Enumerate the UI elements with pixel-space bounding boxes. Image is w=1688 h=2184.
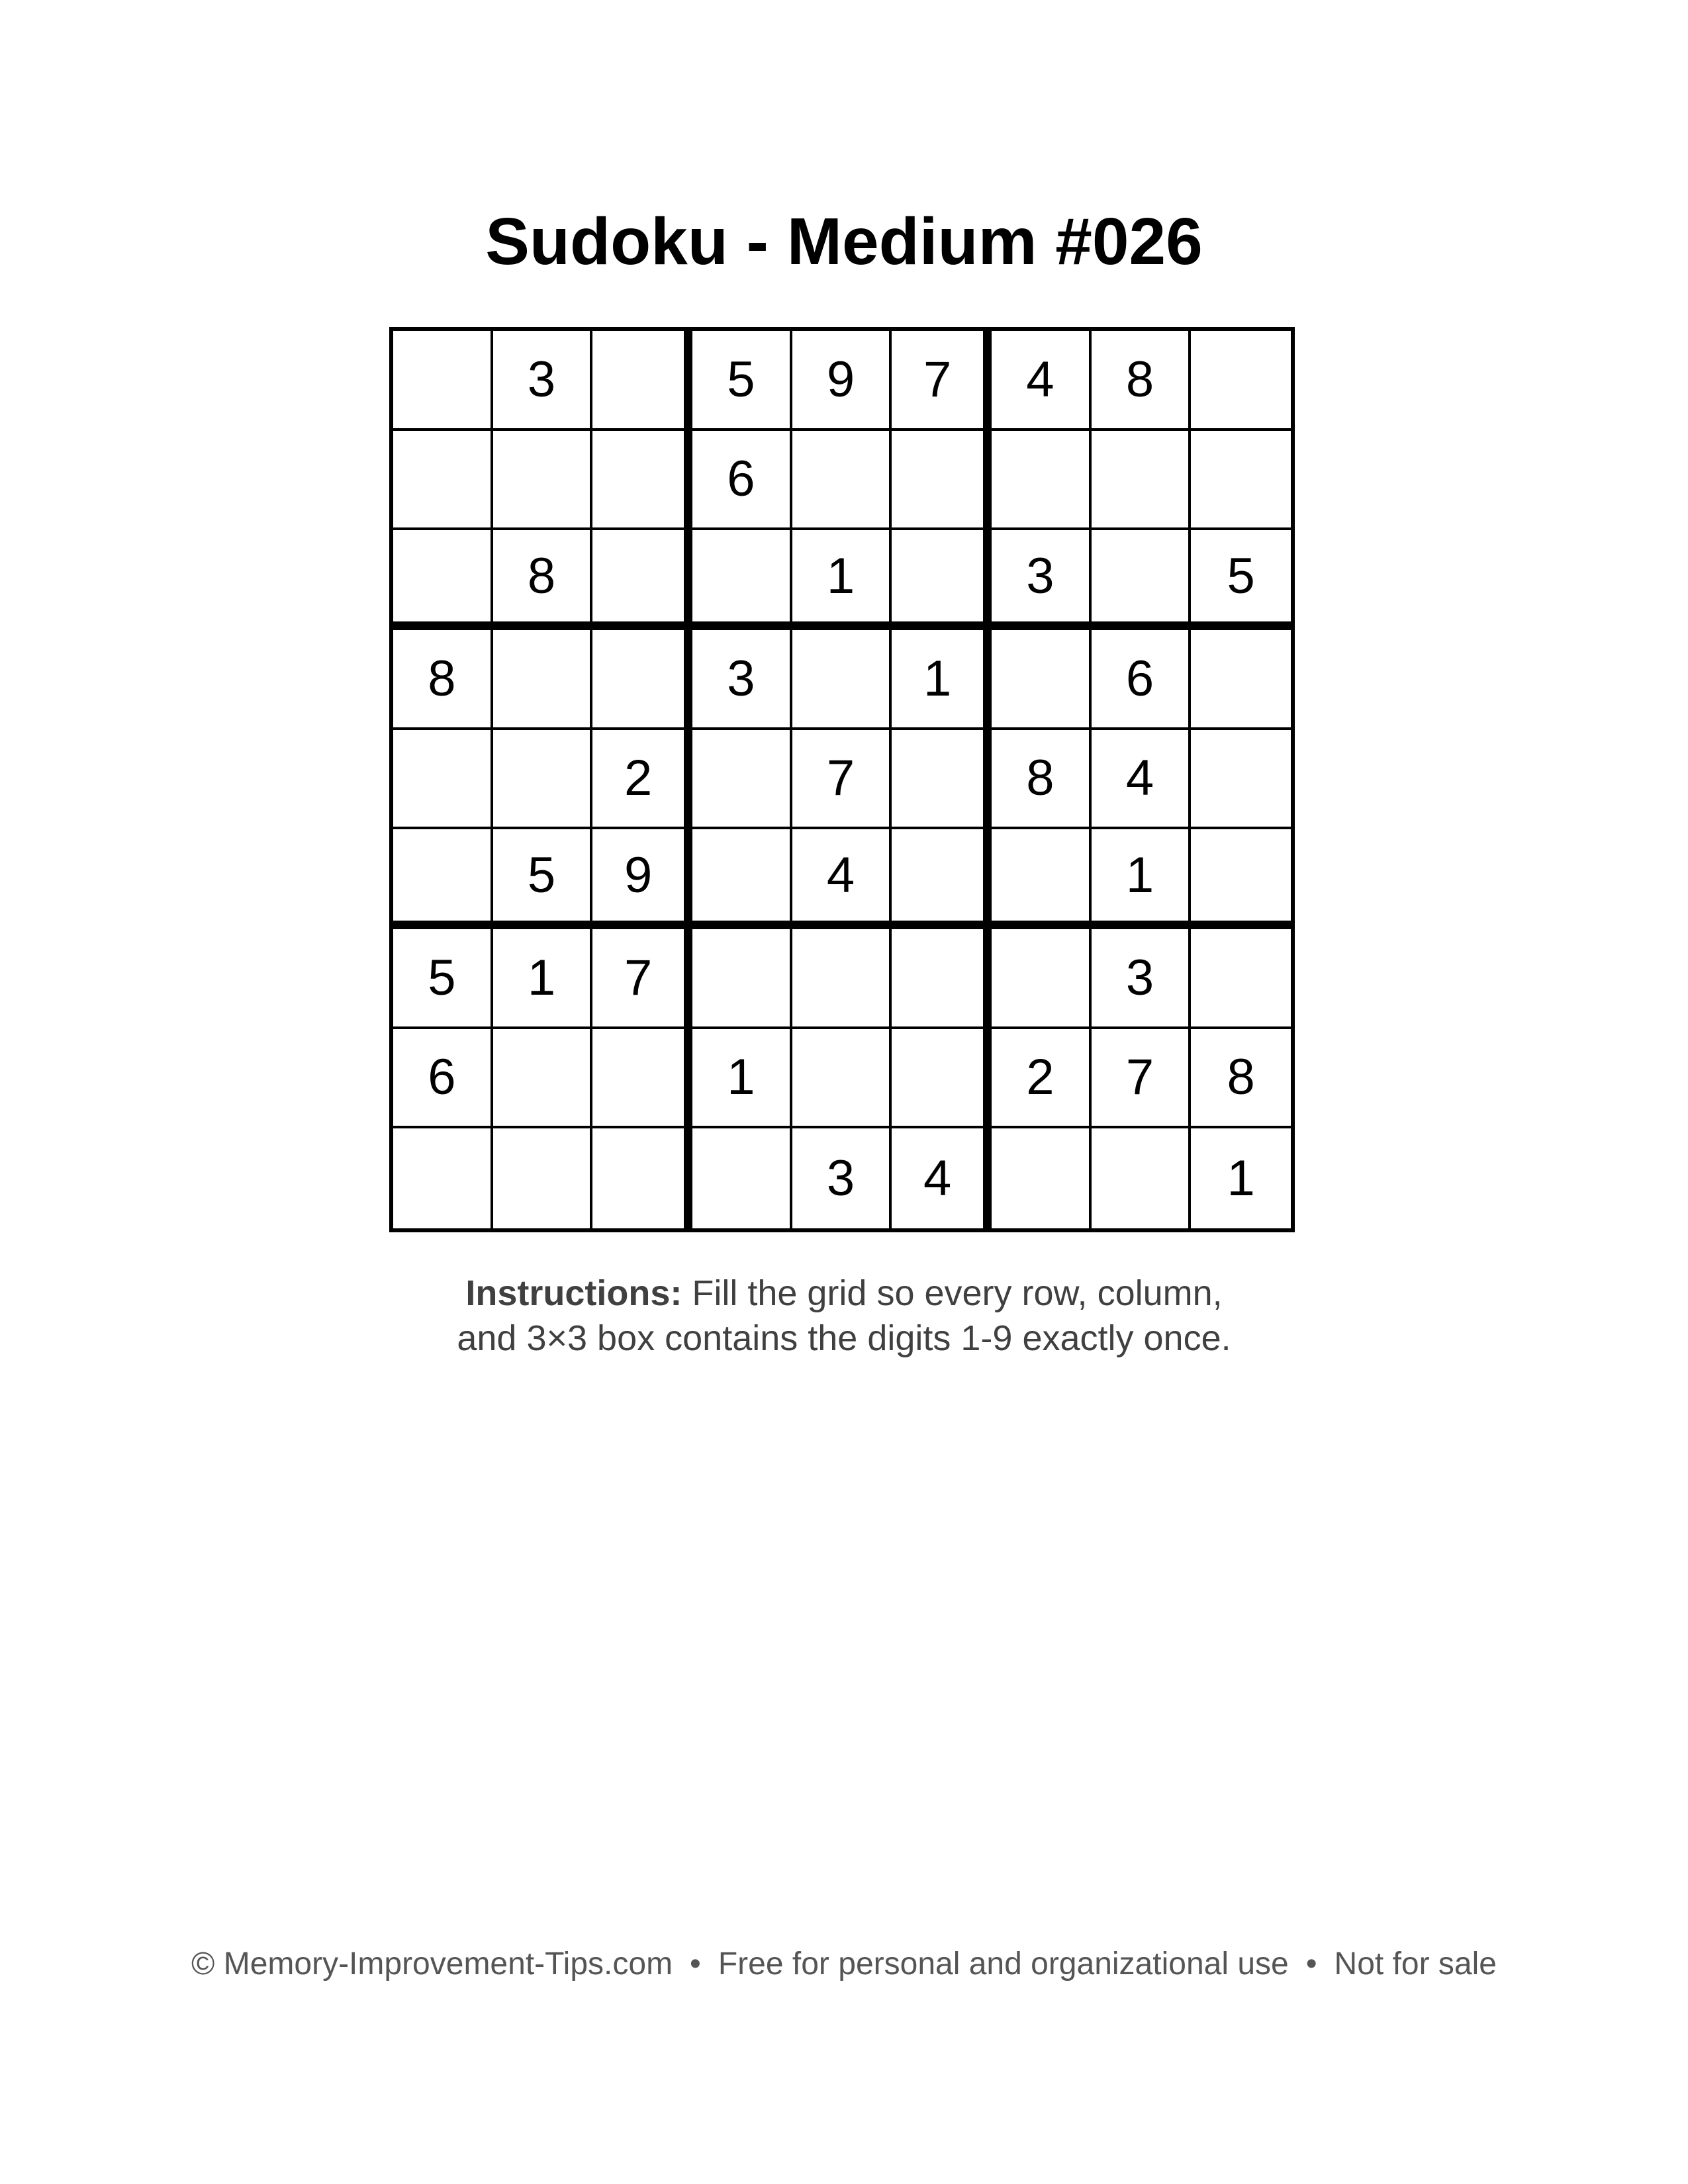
given-cell: 8: [1191, 1029, 1291, 1129]
given-cell: 3: [1092, 929, 1192, 1029]
empty-cell[interactable]: [592, 1029, 692, 1129]
sudoku-grid: [389, 327, 1295, 1232]
empty-cell[interactable]: [892, 829, 992, 929]
empty-cell[interactable]: [692, 730, 792, 830]
given-cell: 3: [792, 1128, 892, 1228]
empty-cell[interactable]: [792, 1029, 892, 1129]
given-cell: 1: [1092, 829, 1192, 929]
footer-sale: Not for sale: [1334, 1946, 1497, 1981]
empty-cell[interactable]: [792, 630, 892, 730]
empty-cell[interactable]: [892, 530, 992, 630]
page-title: Sudoku - Medium #026: [485, 205, 1203, 279]
empty-cell[interactable]: [592, 1128, 692, 1228]
given-cell: 8: [493, 530, 593, 630]
empty-cell[interactable]: [1191, 730, 1291, 830]
empty-cell[interactable]: [1092, 1128, 1192, 1228]
empty-cell[interactable]: [393, 730, 493, 830]
footer-copyright: © Memory-Improvement-Tips.com: [191, 1946, 673, 1981]
empty-cell[interactable]: [692, 829, 792, 929]
empty-cell[interactable]: [1191, 829, 1291, 929]
empty-cell[interactable]: [992, 630, 1092, 730]
empty-cell[interactable]: [592, 331, 692, 431]
empty-cell[interactable]: [493, 730, 593, 830]
given-cell: 2: [592, 730, 692, 830]
given-cell: 1: [892, 630, 992, 730]
given-cell: 4: [1092, 730, 1192, 830]
given-cell: 6: [1092, 630, 1192, 730]
given-cell: 6: [393, 1029, 493, 1129]
empty-cell[interactable]: [992, 929, 1092, 1029]
empty-cell[interactable]: [692, 929, 792, 1029]
empty-cell[interactable]: [792, 929, 892, 1029]
given-cell: 7: [892, 331, 992, 431]
empty-cell[interactable]: [393, 431, 493, 531]
instructions-label: Instructions:: [465, 1273, 682, 1313]
instructions-line-1: [0, 1271, 1688, 1316]
empty-cell[interactable]: [892, 730, 992, 830]
empty-cell[interactable]: [692, 1128, 792, 1228]
given-cell: 1: [1227, 1150, 1255, 1207]
instructions-text-1: Fill the grid so every row, column,: [682, 1273, 1223, 1313]
empty-cell[interactable]: [393, 1128, 493, 1228]
empty-cell[interactable]: [1191, 331, 1291, 431]
empty-cell[interactable]: [493, 431, 593, 531]
given-cell: 5: [1191, 530, 1291, 630]
empty-cell[interactable]: [493, 1128, 593, 1228]
instructions-line-2: and 3×3 box contains the digits 1-9 exactly once.: [457, 1318, 1231, 1358]
instructions: [0, 1271, 1688, 1361]
empty-cell[interactable]: [493, 1029, 593, 1129]
given-cell: 7: [592, 929, 692, 1029]
empty-cell[interactable]: [1191, 630, 1291, 730]
given-cell: 5: [393, 929, 493, 1029]
given-cell: 9: [592, 829, 692, 929]
empty-cell[interactable]: [592, 431, 692, 531]
footer-separator: •: [690, 1946, 701, 1981]
footer-usage: Free for personal and organizational use: [718, 1946, 1289, 1981]
empty-cell[interactable]: [1092, 530, 1192, 630]
empty-cell[interactable]: [892, 431, 992, 531]
empty-cell[interactable]: [992, 829, 1092, 929]
empty-cell[interactable]: [992, 431, 1092, 531]
given-cell: 1: [792, 530, 892, 630]
given-cell: 3: [692, 630, 792, 730]
given-cell: 7: [792, 730, 892, 830]
footer: [0, 1944, 1688, 1984]
empty-cell[interactable]: [393, 331, 493, 431]
given-cell: 5: [493, 829, 593, 929]
given-cell: 4: [992, 331, 1092, 431]
empty-cell[interactable]: [393, 530, 493, 630]
empty-cell[interactable]: [1191, 929, 1291, 1029]
given-cell: 8: [1092, 331, 1192, 431]
given-cell: 4: [892, 1128, 992, 1228]
given-cell: 3: [992, 530, 1092, 630]
given-cell: 6: [692, 431, 792, 531]
given-cell: 5: [692, 331, 792, 431]
empty-cell[interactable]: [393, 829, 493, 929]
empty-cell[interactable]: [592, 530, 692, 630]
given-cell: 3: [493, 331, 593, 431]
given-cell: 1: [692, 1029, 792, 1129]
empty-cell[interactable]: [792, 431, 892, 531]
given-cell: 8: [992, 730, 1092, 830]
given-cell: 4: [792, 829, 892, 929]
empty-cell[interactable]: [493, 630, 593, 730]
empty-cell[interactable]: [692, 530, 792, 630]
given-cell: 2: [992, 1029, 1092, 1129]
given-cell: 1: [493, 929, 593, 1029]
empty-cell[interactable]: [1092, 431, 1192, 531]
empty-cell[interactable]: [992, 1128, 1092, 1228]
empty-cell[interactable]: [892, 1029, 992, 1129]
given-cell: 8: [393, 630, 493, 730]
empty-cell[interactable]: [1191, 431, 1291, 531]
empty-cell[interactable]: [892, 929, 992, 1029]
given-cell: 9: [792, 331, 892, 431]
empty-cell[interactable]: [592, 630, 692, 730]
given-cell: 7: [1092, 1029, 1192, 1129]
footer-separator: •: [1305, 1946, 1317, 1981]
